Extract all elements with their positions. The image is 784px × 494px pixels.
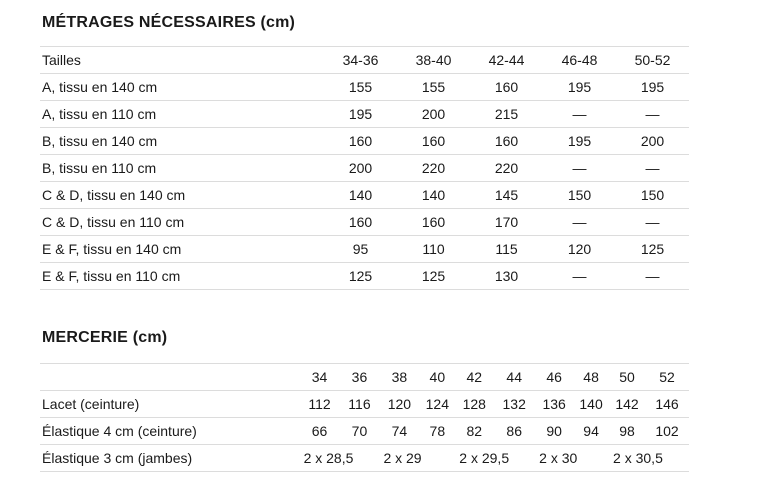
table-cell: 112 — [300, 391, 340, 418]
table-cell: 215 — [470, 101, 543, 128]
table-cell: 145 — [470, 182, 543, 209]
table-cell: 132 — [493, 391, 535, 418]
row-label: C & D, tissu en 140 cm — [40, 182, 324, 209]
table-row — [40, 263, 689, 290]
table-cell: 110 — [397, 236, 470, 263]
section-title-mercerie: MERCERIE (cm) — [42, 329, 168, 346]
table-row — [40, 236, 689, 263]
row-label: A, tissu en 110 cm — [40, 101, 324, 128]
table-cell: 50-52 — [616, 47, 689, 74]
table-cell: 66 — [300, 418, 340, 445]
table-cell: 2 x 30 — [535, 445, 609, 472]
table-cell: 140 — [324, 182, 397, 209]
row-label: B, tissu en 110 cm — [40, 155, 324, 182]
table-cell: 94 — [573, 418, 609, 445]
table-row — [40, 391, 689, 418]
row-label: Élastique 3 cm (jambes) — [40, 445, 300, 472]
table-cell: 2 x 30,5 — [609, 445, 689, 472]
table-cell: 220 — [397, 155, 470, 182]
size-header: 34 — [300, 364, 340, 391]
table-cell: 195 — [543, 74, 616, 101]
size-header: 42 — [455, 364, 493, 391]
row-label: Tailles — [40, 47, 324, 74]
mercerie-table — [40, 363, 689, 472]
table-cell: 200 — [616, 128, 689, 155]
table-cell: 2 x 29,5 — [455, 445, 535, 472]
table-cell: 220 — [470, 155, 543, 182]
size-header: 44 — [493, 364, 535, 391]
table-row — [40, 445, 689, 472]
table-row — [40, 74, 689, 101]
size-header: 40 — [419, 364, 455, 391]
table-cell: 200 — [324, 155, 397, 182]
table-row — [40, 182, 689, 209]
size-header: 46 — [535, 364, 573, 391]
row-label: C & D, tissu en 110 cm — [40, 209, 324, 236]
table-cell: — — [543, 263, 616, 290]
table-cell: 82 — [455, 418, 493, 445]
row-label: E & F, tissu en 140 cm — [40, 236, 324, 263]
section-title-metrages: MÉTRAGES NÉCESSAIRES (cm) — [42, 14, 296, 31]
table-cell: 74 — [379, 418, 419, 445]
table-row — [40, 101, 689, 128]
table-cell: 160 — [324, 209, 397, 236]
table-header-row — [40, 47, 689, 74]
table-cell: — — [543, 101, 616, 128]
table-cell: — — [616, 155, 689, 182]
table-cell: 160 — [324, 128, 397, 155]
table-cell: 150 — [543, 182, 616, 209]
table-cell: 125 — [616, 236, 689, 263]
table-header-row — [40, 364, 689, 391]
table-cell: 160 — [470, 128, 543, 155]
table-cell: 102 — [645, 418, 689, 445]
table-cell: 128 — [455, 391, 493, 418]
table-cell: 125 — [324, 263, 397, 290]
table-cell: 170 — [470, 209, 543, 236]
table-cell: 160 — [470, 74, 543, 101]
table-cell: 120 — [543, 236, 616, 263]
row-label: B, tissu en 140 cm — [40, 128, 324, 155]
table-cell: 38-40 — [397, 47, 470, 74]
table-cell: 46-48 — [543, 47, 616, 74]
table-cell: 124 — [419, 391, 455, 418]
table-cell: 140 — [397, 182, 470, 209]
table-cell: 155 — [397, 74, 470, 101]
table-cell: 120 — [379, 391, 419, 418]
table-cell: 115 — [470, 236, 543, 263]
row-label — [40, 364, 300, 391]
table-cell: 195 — [543, 128, 616, 155]
table-row — [40, 128, 689, 155]
table-cell: 200 — [397, 101, 470, 128]
table-cell: 2 x 29 — [379, 445, 455, 472]
table-cell: 70 — [340, 418, 380, 445]
table-cell: 146 — [645, 391, 689, 418]
table-row — [40, 418, 689, 445]
table-cell: 98 — [609, 418, 645, 445]
table-cell: 150 — [616, 182, 689, 209]
table-cell: 140 — [573, 391, 609, 418]
size-header: 48 — [573, 364, 609, 391]
table-cell: 142 — [609, 391, 645, 418]
size-header: 36 — [340, 364, 380, 391]
table-cell: 90 — [535, 418, 573, 445]
table-cell: — — [543, 155, 616, 182]
metrages-table — [40, 46, 689, 290]
table-cell: 160 — [397, 128, 470, 155]
table-cell: 2 x 28,5 — [300, 445, 380, 472]
table-cell: 195 — [324, 101, 397, 128]
table-cell: 95 — [324, 236, 397, 263]
table-cell: 78 — [419, 418, 455, 445]
table-cell: — — [616, 263, 689, 290]
size-header: 52 — [645, 364, 689, 391]
table-cell: 155 — [324, 74, 397, 101]
table-cell: 116 — [340, 391, 380, 418]
table-cell: 195 — [616, 74, 689, 101]
row-label: Élastique 4 cm (ceinture) — [40, 418, 300, 445]
table-row — [40, 155, 689, 182]
size-header: 38 — [379, 364, 419, 391]
row-label: Lacet (ceinture) — [40, 391, 300, 418]
table-row — [40, 209, 689, 236]
table-cell: 34-36 — [324, 47, 397, 74]
table-cell: — — [616, 101, 689, 128]
table-cell: 160 — [397, 209, 470, 236]
row-label: A, tissu en 140 cm — [40, 74, 324, 101]
table-cell: 86 — [493, 418, 535, 445]
table-cell: 130 — [470, 263, 543, 290]
table-cell: 125 — [397, 263, 470, 290]
table-cell: — — [543, 209, 616, 236]
table-cell: 136 — [535, 391, 573, 418]
row-label: E & F, tissu en 110 cm — [40, 263, 324, 290]
table-cell: — — [616, 209, 689, 236]
size-header: 50 — [609, 364, 645, 391]
table-cell: 42-44 — [470, 47, 543, 74]
